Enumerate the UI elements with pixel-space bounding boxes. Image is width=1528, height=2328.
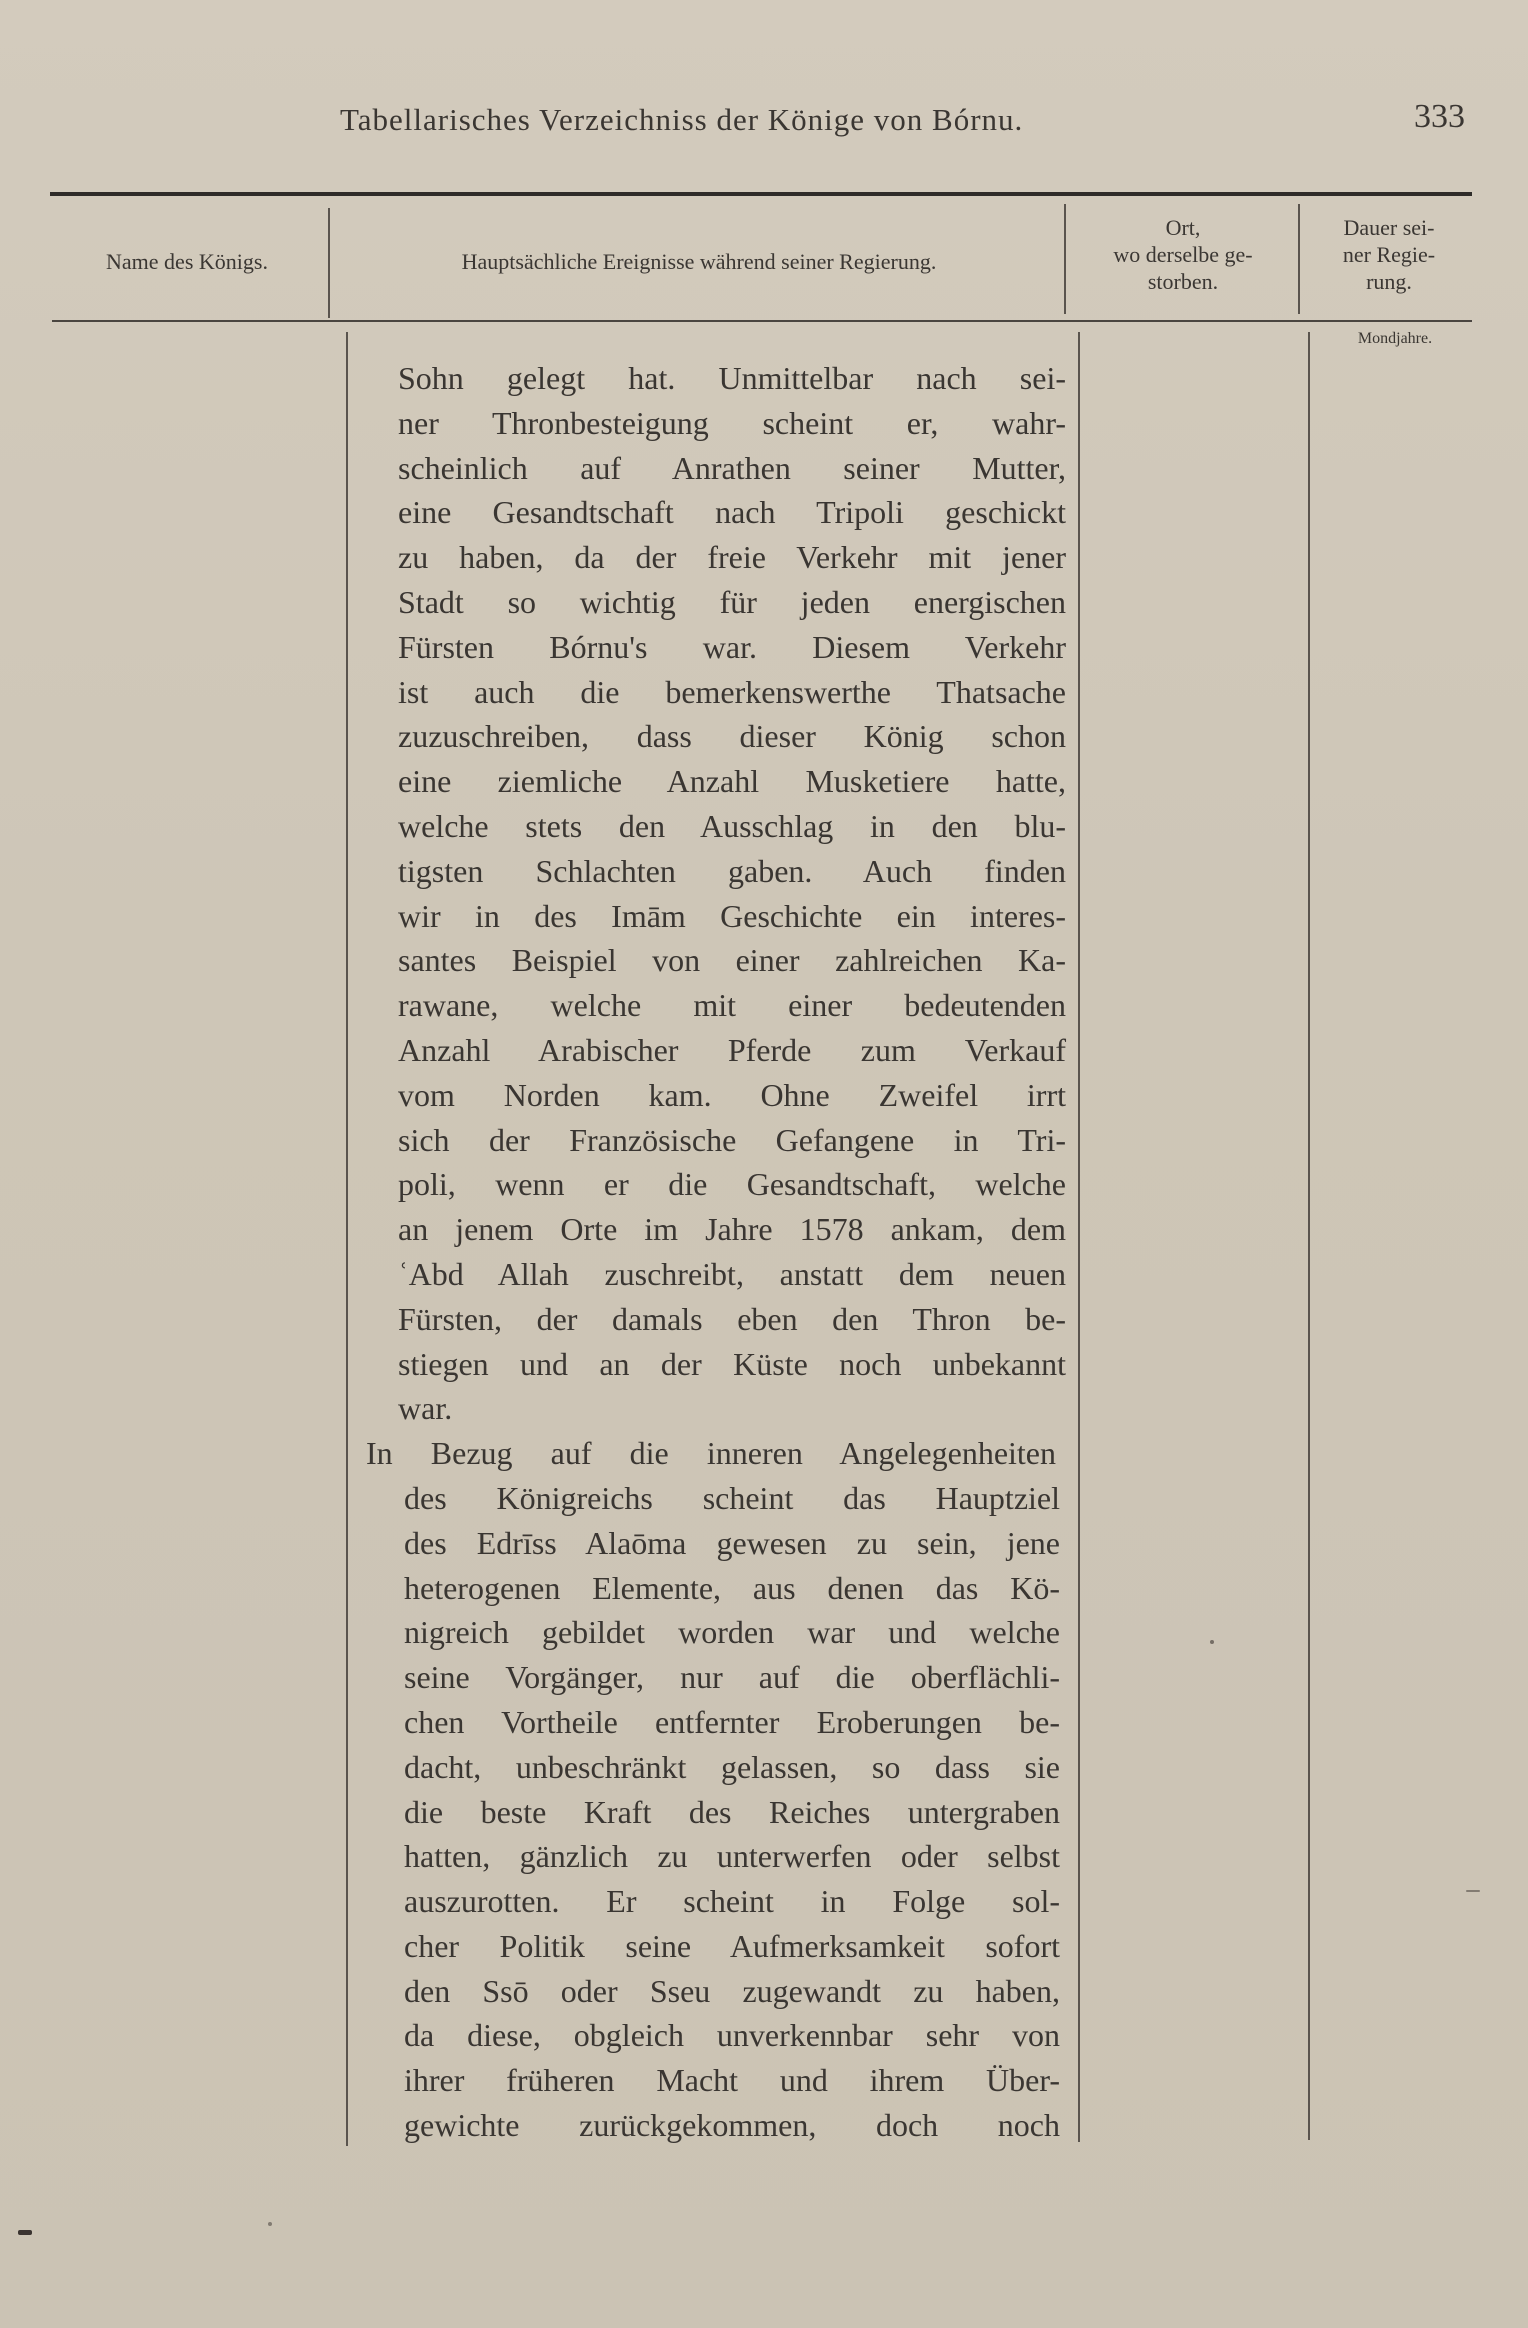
paragraph-2 bbox=[366, 1431, 1066, 2148]
text-line: dacht, unbeschränkt gelassen, so dass sie bbox=[404, 1748, 1060, 1785]
column-divider-2-header bbox=[1064, 204, 1066, 314]
text-line: des Königreichs scheint das Hauptziel bbox=[404, 1479, 1060, 1516]
column-header-name: Name des Königs. bbox=[106, 249, 268, 274]
text-line: nigreich gebildet worden war und welche bbox=[404, 1614, 1060, 1651]
paragraph-1 bbox=[366, 356, 1066, 1431]
text-line: In Bezug auf die inneren Angelegenheiten bbox=[366, 1435, 1056, 1472]
events-text bbox=[366, 356, 1066, 2148]
text-line: stiegen und an der Küste noch unbekannt bbox=[398, 1345, 1066, 1382]
text-line: sich der Französische Gefangene in Tri- bbox=[398, 1121, 1066, 1158]
text-line: gewichte zurückgekommen, doch noch bbox=[404, 2107, 1060, 2144]
text-line: eine ziemliche Anzahl Musketiere hatte, bbox=[398, 763, 1066, 800]
column-header-duration-line-3: rung. bbox=[1366, 269, 1412, 294]
text-line: cher Politik seine Aufmerksamkeit sofort bbox=[404, 1927, 1060, 1964]
text-line: des Edrīss Alaōma gewesen zu sein, jene bbox=[404, 1524, 1060, 1561]
text-line: eine Gesandtschaft nach Tripoli geschickt bbox=[398, 494, 1066, 531]
text-line: santes Beispiel von einer zahlreichen Ka- bbox=[398, 942, 1066, 979]
text-line: tigsten Schlachten gaben. Auch finden bbox=[398, 852, 1066, 889]
text-line: heterogenen Elemente, aus denen das Kö- bbox=[404, 1569, 1060, 1606]
text-line: hatten, gänzlich zu unterwerfen oder selbst bbox=[404, 1838, 1060, 1875]
column-header-duration-line-1: Dauer sei- bbox=[1343, 215, 1435, 240]
column-divider-3 bbox=[1308, 332, 1310, 2140]
text-line: ihrer früheren Macht und ihrem Über- bbox=[404, 2062, 1060, 2099]
scan-speck bbox=[268, 2222, 272, 2226]
unit-label: Mondjahre. bbox=[1357, 330, 1433, 347]
text-line: auszurotten. Er scheint in Folge sol- bbox=[404, 1883, 1060, 1920]
column-header-place-line-1: Ort, bbox=[1165, 215, 1201, 240]
text-line: poli, wenn er die Gesandtschaft, welche bbox=[398, 1166, 1066, 1203]
column-header-place bbox=[1068, 214, 1298, 295]
page-number: 333 bbox=[1414, 98, 1465, 135]
text-line: da diese, obgleich unverkennbar sehr von bbox=[404, 2017, 1060, 2054]
text-line: den Ssō oder Sseu zugewandt zu haben, bbox=[404, 1972, 1060, 2009]
column-divider-2 bbox=[1078, 332, 1080, 2142]
column-header-duration-line-2: ner Regie- bbox=[1342, 242, 1436, 267]
text-line: rawane, welche mit einer bedeutenden bbox=[398, 987, 1066, 1024]
text-line: scheinlich auf Anrathen seiner Mutter, bbox=[398, 449, 1066, 486]
column-divider-1-header bbox=[328, 208, 330, 318]
text-line: wir in des Imām Geschichte ein interes- bbox=[398, 897, 1066, 934]
header-rule bbox=[52, 320, 1472, 322]
text-line: seine Vorgänger, nur auf die oberflächli- bbox=[404, 1659, 1060, 1696]
scan-speck bbox=[18, 2230, 32, 2235]
text-line: ist auch die bemerkenswerthe Thatsache bbox=[398, 673, 1066, 710]
text-line: Anzahl Arabischer Pferde zum Verkauf bbox=[398, 1031, 1066, 1068]
text-line: Sohn gelegt hat. Unmittelbar nach sei- bbox=[398, 360, 1066, 396]
text-line: zuzuschreiben, dass dieser König schon bbox=[398, 718, 1066, 755]
scan-speck bbox=[1210, 1640, 1214, 1644]
text-line: ner Thronbesteigung scheint er, wahr- bbox=[398, 404, 1066, 441]
text-line: die beste Kraft des Reiches untergraben bbox=[404, 1793, 1060, 1830]
column-header-place-line-2: wo derselbe ge- bbox=[1113, 242, 1253, 267]
text-line: welche stets den Ausschlag in den blu- bbox=[398, 807, 1066, 844]
column-header-place-line-3: storben. bbox=[1147, 269, 1219, 294]
text-line: zu haben, da der freie Verkehr mit jener bbox=[398, 539, 1066, 576]
text-line: war. bbox=[398, 1390, 453, 1427]
column-header-duration bbox=[1300, 214, 1478, 295]
column-divider-3-header bbox=[1298, 204, 1300, 314]
text-line: Fürsten, der damals eben den Thron be- bbox=[398, 1300, 1066, 1337]
column-header-events: Hauptsächliche Ereignisse während seiner Regierung. bbox=[461, 249, 937, 274]
text-line: Stadt so wichtig für jeden energischen bbox=[398, 583, 1066, 620]
scan-speck bbox=[1466, 1890, 1480, 1892]
text-line: ʿAbd Allah zuschreibt, anstatt dem neuen bbox=[398, 1255, 1066, 1292]
text-line: vom Norden kam. Ohne Zweifel irrt bbox=[398, 1076, 1066, 1113]
text-line: Fürsten Bórnu's war. Diesem Verkehr bbox=[398, 628, 1066, 665]
text-line: chen Vortheile entfernter Eroberungen be- bbox=[404, 1703, 1060, 1740]
top-rule bbox=[50, 192, 1472, 196]
text-line: an jenem Orte im Jahre 1578 ankam, dem bbox=[398, 1211, 1066, 1248]
running-title: Tabellarisches Verzeichniss der Könige von Bórnu. bbox=[340, 102, 1024, 137]
column-divider-1 bbox=[346, 332, 348, 2146]
